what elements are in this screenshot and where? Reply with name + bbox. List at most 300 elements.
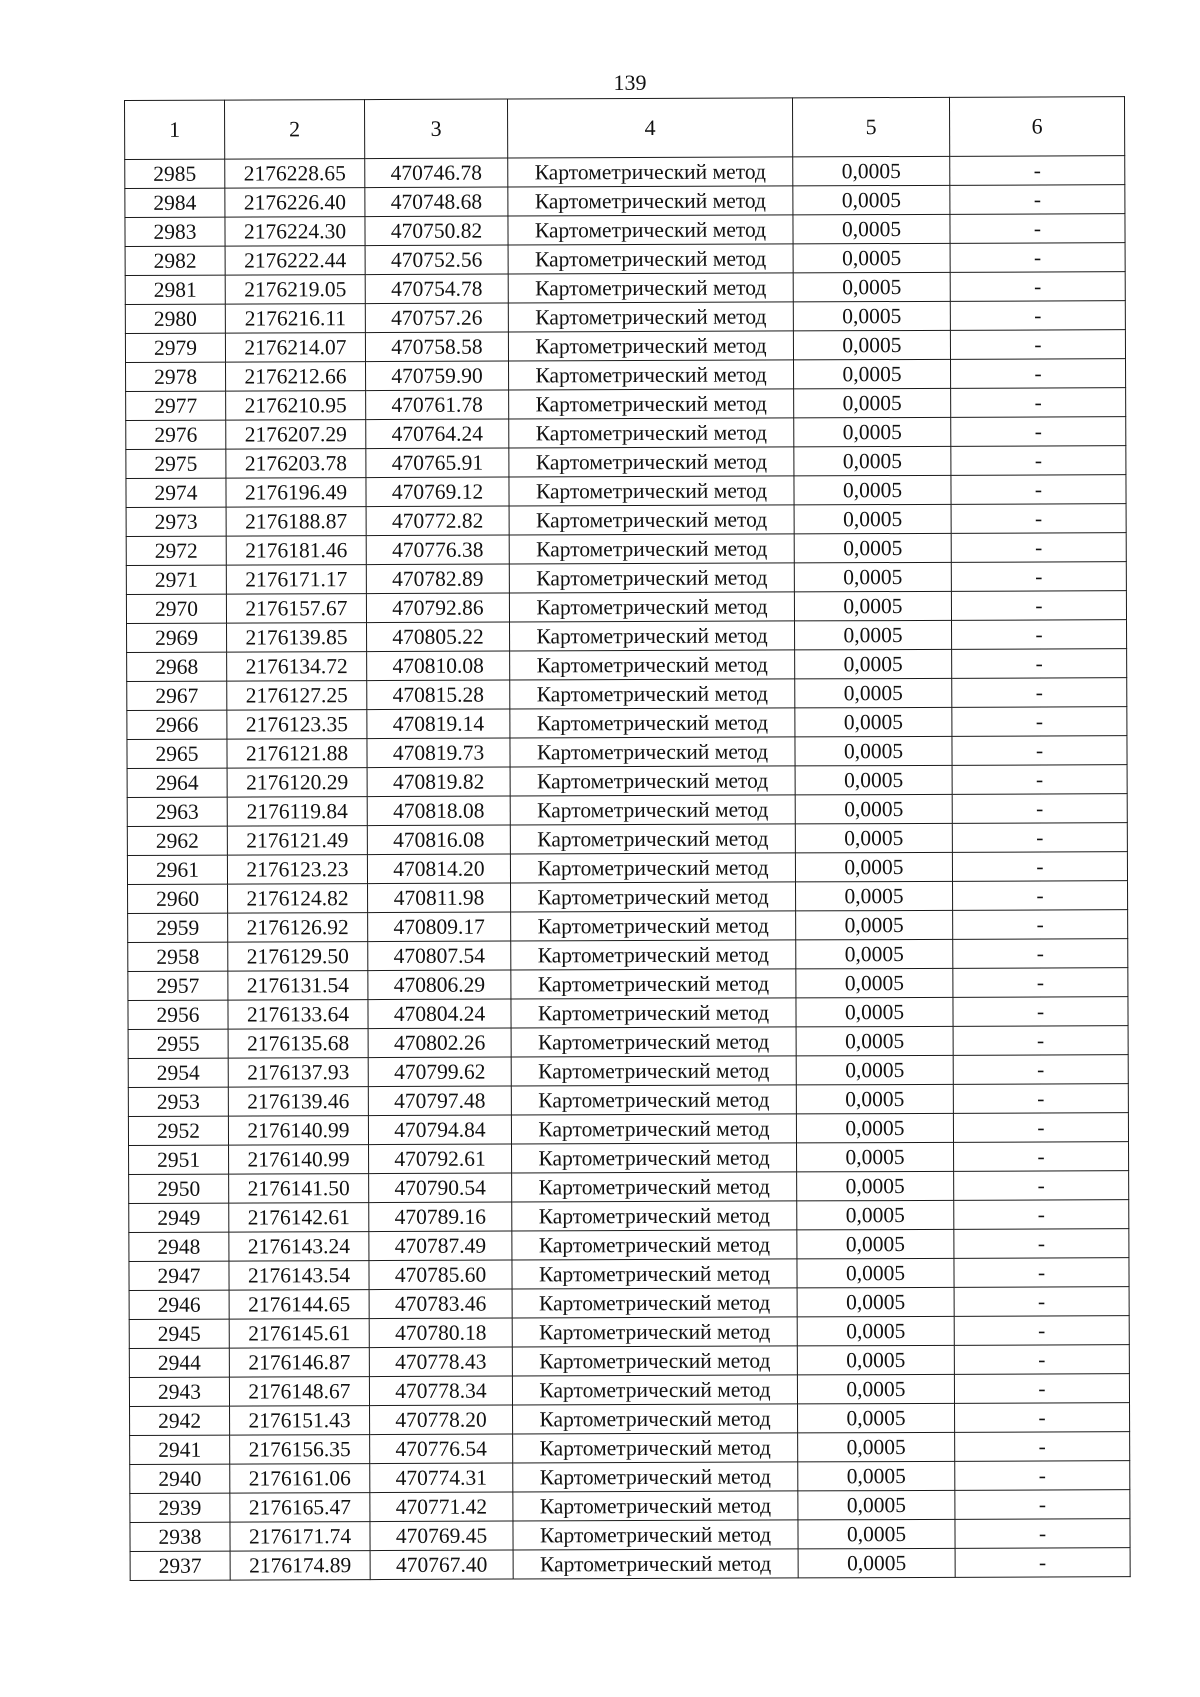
- accuracy-cell: 0,0005: [796, 910, 953, 940]
- coordinate-x-cell: 2176131.54: [228, 971, 368, 1001]
- note-cell: -: [953, 968, 1128, 998]
- table-row: [127, 620, 1127, 653]
- table-row: [127, 823, 1127, 856]
- coordinate-x-cell: 2176124.82: [228, 884, 368, 914]
- note-cell: -: [952, 765, 1127, 795]
- method-cell: Картометрический метод: [509, 534, 794, 564]
- coordinate-y-cell: 470814.20: [367, 854, 510, 884]
- accuracy-cell: 0,0005: [794, 591, 951, 621]
- accuracy-cell: 0,0005: [797, 1374, 954, 1404]
- coordinate-y-cell: 470778.34: [369, 1376, 512, 1406]
- page-number: 139: [613, 70, 647, 95]
- coordinate-y-cell: 470778.43: [369, 1347, 512, 1377]
- table-row: [128, 1084, 1128, 1117]
- note-cell: -: [955, 1490, 1130, 1520]
- table-row: [126, 446, 1126, 479]
- coordinate-y-cell: 470802.26: [368, 1028, 511, 1058]
- accuracy-cell: 0,0005: [795, 794, 952, 824]
- table-row: [128, 1055, 1128, 1088]
- coordinate-y-cell: 470797.48: [368, 1086, 511, 1116]
- column-header-5: 5: [792, 97, 949, 157]
- table-row: [130, 1432, 1130, 1465]
- coordinate-y-cell: 470815.28: [367, 680, 510, 710]
- note-cell: -: [952, 736, 1127, 766]
- table-row: [126, 533, 1126, 566]
- point-number-cell: 2968: [127, 652, 227, 681]
- coordinate-x-cell: 2176142.61: [229, 1203, 369, 1233]
- coordinate-x-cell: 2176171.17: [226, 565, 366, 595]
- note-cell: -: [952, 823, 1127, 853]
- note-cell: -: [952, 852, 1127, 882]
- point-number-cell: 2975: [126, 449, 226, 478]
- coordinate-y-cell: 470750.82: [365, 216, 508, 246]
- method-cell: Картометрический метод: [510, 766, 795, 796]
- accuracy-cell: 0,0005: [798, 1519, 955, 1549]
- coordinate-x-cell: 2176210.95: [226, 391, 366, 421]
- coordinate-x-cell: 2176188.87: [226, 507, 366, 537]
- method-cell: Картометрический метод: [508, 186, 793, 216]
- note-cell: -: [955, 1548, 1130, 1578]
- accuracy-cell: 0,0005: [793, 156, 950, 186]
- method-cell: Картометрический метод: [509, 476, 794, 506]
- accuracy-cell: 0,0005: [793, 185, 950, 215]
- coordinate-x-cell: 2176143.24: [229, 1232, 369, 1262]
- coordinates-table: [124, 96, 1131, 1581]
- accuracy-cell: 0,0005: [797, 1316, 954, 1346]
- accuracy-cell: 0,0005: [797, 1171, 954, 1201]
- column-header-3: 3: [365, 99, 508, 159]
- method-cell: Картометрический метод: [510, 737, 795, 767]
- note-cell: -: [951, 475, 1126, 505]
- coordinate-x-cell: 2176133.64: [228, 1000, 368, 1030]
- coordinate-x-cell: 2176119.84: [227, 797, 367, 827]
- note-cell: -: [953, 1113, 1128, 1143]
- coordinate-y-cell: 470780.18: [369, 1318, 512, 1348]
- accuracy-cell: 0,0005: [798, 1461, 955, 1491]
- coordinate-x-cell: 2176203.78: [226, 449, 366, 479]
- coordinate-y-cell: 470818.08: [367, 796, 510, 826]
- method-cell: Картометрический метод: [510, 621, 795, 651]
- note-cell: -: [953, 939, 1128, 969]
- coordinate-x-cell: 2176212.66: [226, 362, 366, 392]
- method-cell: Картометрический метод: [510, 679, 795, 709]
- table-row: [127, 736, 1127, 769]
- coordinate-x-cell: 2176226.40: [225, 188, 365, 218]
- table-row: [129, 1374, 1129, 1407]
- accuracy-cell: 0,0005: [793, 243, 950, 273]
- table-row: [128, 1026, 1128, 1059]
- accuracy-cell: 0,0005: [795, 707, 952, 737]
- method-cell: Картометрический метод: [513, 1462, 798, 1492]
- point-number-cell: 2937: [130, 1551, 230, 1580]
- table-row: [128, 910, 1128, 943]
- coordinate-x-cell: 2176196.49: [226, 478, 366, 508]
- coordinate-x-cell: 2176121.88: [227, 739, 367, 769]
- note-cell: -: [955, 1432, 1130, 1462]
- coordinate-x-cell: 2176156.35: [230, 1435, 370, 1465]
- note-cell: -: [952, 620, 1127, 650]
- point-number-cell: 2982: [125, 246, 225, 275]
- point-number-cell: 2952: [128, 1116, 228, 1145]
- accuracy-cell: 0,0005: [795, 852, 952, 882]
- coordinate-x-cell: 2176141.50: [229, 1174, 369, 1204]
- note-cell: -: [950, 243, 1125, 273]
- table-row: [130, 1461, 1130, 1494]
- accuracy-cell: 0,0005: [796, 939, 953, 969]
- coordinate-y-cell: 470805.22: [367, 622, 510, 652]
- note-cell: -: [955, 1461, 1130, 1491]
- coordinate-x-cell: 2176165.47: [230, 1493, 370, 1523]
- point-number-cell: 2984: [125, 188, 225, 217]
- accuracy-cell: 0,0005: [797, 1345, 954, 1375]
- method-cell: Картометрический метод: [512, 1288, 797, 1318]
- note-cell: -: [954, 1142, 1129, 1172]
- method-cell: Картометрический метод: [511, 1114, 796, 1144]
- accuracy-cell: 0,0005: [796, 968, 953, 998]
- method-cell: Картометрический метод: [511, 998, 796, 1028]
- table-row: [125, 156, 1125, 189]
- table-row: [129, 1200, 1129, 1233]
- table-row: [129, 1258, 1129, 1291]
- method-cell: Картометрический метод: [513, 1433, 798, 1463]
- table-row: [126, 417, 1126, 450]
- coordinate-y-cell: 470776.38: [366, 535, 509, 565]
- coordinate-x-cell: 2176127.25: [227, 681, 367, 711]
- coordinate-x-cell: 2176219.05: [225, 275, 365, 305]
- method-cell: Картометрический метод: [512, 1259, 797, 1289]
- point-number-cell: 2970: [126, 594, 226, 623]
- coordinate-y-cell: 470811.98: [368, 883, 511, 913]
- table-row: [125, 243, 1125, 276]
- note-cell: -: [952, 649, 1127, 679]
- method-cell: Картометрический метод: [508, 302, 793, 332]
- table-row: [127, 794, 1127, 827]
- coordinate-y-cell: 470785.60: [369, 1260, 512, 1290]
- point-number-cell: 2946: [129, 1290, 229, 1319]
- point-number-cell: 2956: [128, 1000, 228, 1029]
- column-header-4: 4: [507, 98, 792, 158]
- note-cell: -: [950, 330, 1125, 360]
- method-cell: Картометрический метод: [509, 418, 794, 448]
- coordinate-y-cell: 470746.78: [365, 158, 508, 188]
- note-cell: -: [955, 1403, 1130, 1433]
- coordinate-y-cell: 470790.54: [369, 1173, 512, 1203]
- note-cell: -: [952, 707, 1127, 737]
- coordinate-y-cell: 470806.29: [368, 970, 511, 1000]
- point-number-cell: 2950: [129, 1174, 229, 1203]
- coordinate-y-cell: 470754.78: [365, 274, 508, 304]
- point-number-cell: 2957: [128, 971, 228, 1000]
- note-cell: -: [953, 910, 1128, 940]
- coordinate-x-cell: 2176171.74: [230, 1522, 370, 1552]
- method-cell: Картометрический метод: [511, 911, 796, 941]
- note-cell: -: [950, 185, 1125, 215]
- method-cell: Картометрический метод: [509, 360, 794, 390]
- coordinate-y-cell: 470794.84: [368, 1115, 511, 1145]
- note-cell: -: [950, 214, 1125, 244]
- point-number-cell: 2981: [125, 275, 225, 304]
- method-cell: Картометрический метод: [512, 1172, 797, 1202]
- table-header-row: [125, 97, 1125, 160]
- note-cell: -: [953, 881, 1128, 911]
- method-cell: Картометрический метод: [511, 969, 796, 999]
- point-number-cell: 2942: [130, 1406, 230, 1435]
- table-row: [125, 214, 1125, 247]
- coordinate-x-cell: 2176224.30: [225, 217, 365, 247]
- accuracy-cell: 0,0005: [797, 1142, 954, 1172]
- table-row: [130, 1519, 1130, 1552]
- point-number-cell: 2951: [129, 1145, 229, 1174]
- table-row: [128, 968, 1128, 1001]
- note-cell: -: [951, 388, 1126, 418]
- coordinate-x-cell: 2176129.50: [228, 942, 368, 972]
- coordinate-y-cell: 470776.54: [370, 1434, 513, 1464]
- point-number-cell: 2971: [126, 565, 226, 594]
- table-row: [130, 1490, 1130, 1523]
- coordinate-x-cell: 2176228.65: [225, 159, 365, 189]
- coordinate-y-cell: 470748.68: [365, 187, 508, 217]
- table-row: [126, 504, 1126, 537]
- point-number-cell: 2949: [129, 1203, 229, 1232]
- column-header-6: 6: [949, 97, 1124, 157]
- coordinate-x-cell: 2176144.65: [229, 1290, 369, 1320]
- table-row: [125, 330, 1125, 363]
- accuracy-cell: 0,0005: [794, 359, 951, 389]
- note-cell: -: [954, 1229, 1129, 1259]
- method-cell: Картометрический метод: [509, 447, 794, 477]
- method-cell: Картометрический метод: [512, 1201, 797, 1231]
- column-header-1: 1: [125, 100, 225, 159]
- accuracy-cell: 0,0005: [793, 214, 950, 244]
- coordinate-x-cell: 2176123.23: [227, 855, 367, 885]
- method-cell: Картометрический метод: [510, 795, 795, 825]
- note-cell: -: [951, 591, 1126, 621]
- table-row: [129, 1345, 1129, 1378]
- coordinate-y-cell: 470765.91: [366, 448, 509, 478]
- note-cell: -: [955, 1519, 1130, 1549]
- accuracy-cell: 0,0005: [796, 1055, 953, 1085]
- table-row: [128, 939, 1128, 972]
- coordinate-x-cell: 2176181.46: [226, 536, 366, 566]
- accuracy-cell: 0,0005: [795, 736, 952, 766]
- coordinate-x-cell: 2176148.67: [229, 1377, 369, 1407]
- table-row: [126, 562, 1126, 595]
- note-cell: -: [951, 562, 1126, 592]
- point-number-cell: 2978: [126, 362, 226, 391]
- accuracy-cell: 0,0005: [798, 1403, 955, 1433]
- note-cell: -: [952, 794, 1127, 824]
- coordinate-x-cell: 2176140.99: [228, 1116, 368, 1146]
- coordinate-y-cell: 470772.82: [366, 506, 509, 536]
- method-cell: Картометрический метод: [510, 708, 795, 738]
- accuracy-cell: 0,0005: [798, 1548, 955, 1578]
- note-cell: -: [954, 1171, 1129, 1201]
- accuracy-cell: 0,0005: [794, 504, 951, 534]
- table-row: [128, 1113, 1128, 1146]
- accuracy-cell: 0,0005: [794, 562, 951, 592]
- coordinate-x-cell: 2176139.46: [228, 1087, 368, 1117]
- method-cell: Картометрический метод: [511, 1056, 796, 1086]
- coordinate-y-cell: 470804.24: [368, 999, 511, 1029]
- table-row: [127, 765, 1127, 798]
- note-cell: -: [951, 417, 1126, 447]
- point-number-cell: 2945: [129, 1319, 229, 1348]
- coordinate-x-cell: 2176214.07: [225, 333, 365, 363]
- point-number-cell: 2969: [127, 623, 227, 652]
- note-cell: -: [950, 272, 1125, 302]
- table-row: [129, 1171, 1129, 1204]
- coordinate-x-cell: 2176123.35: [227, 710, 367, 740]
- coordinate-x-cell: 2176151.43: [230, 1406, 370, 1436]
- point-number-cell: 2939: [130, 1493, 230, 1522]
- point-number-cell: 2947: [129, 1261, 229, 1290]
- coordinate-x-cell: 2176126.92: [228, 913, 368, 943]
- table-row: [126, 475, 1126, 508]
- coordinate-x-cell: 2176143.54: [229, 1261, 369, 1291]
- accuracy-cell: 0,0005: [796, 1084, 953, 1114]
- coordinate-x-cell: 2176216.11: [225, 304, 365, 334]
- point-number-cell: 2962: [127, 826, 227, 855]
- method-cell: Картометрический метод: [508, 157, 793, 187]
- note-cell: -: [951, 359, 1126, 389]
- coordinate-y-cell: 470757.26: [365, 303, 508, 333]
- coordinate-y-cell: 470799.62: [368, 1057, 511, 1087]
- point-number-cell: 2967: [127, 681, 227, 710]
- coordinate-x-cell: 2176145.61: [229, 1319, 369, 1349]
- table-row: [129, 1287, 1129, 1320]
- accuracy-cell: 0,0005: [797, 1258, 954, 1288]
- coordinate-y-cell: 470819.14: [367, 709, 510, 739]
- method-cell: Картометрический метод: [512, 1230, 797, 1260]
- table-row: [127, 852, 1127, 885]
- accuracy-cell: 0,0005: [798, 1432, 955, 1462]
- accuracy-cell: 0,0005: [797, 1200, 954, 1230]
- note-cell: -: [950, 301, 1125, 331]
- coordinate-x-cell: 2176135.68: [228, 1029, 368, 1059]
- note-cell: -: [954, 1316, 1129, 1346]
- accuracy-cell: 0,0005: [793, 272, 950, 302]
- accuracy-cell: 0,0005: [797, 1287, 954, 1317]
- coordinate-y-cell: 470778.20: [370, 1405, 513, 1435]
- coordinate-y-cell: 470819.82: [367, 767, 510, 797]
- method-cell: Картометрический метод: [513, 1520, 798, 1550]
- method-cell: Картометрический метод: [513, 1404, 798, 1434]
- point-number-cell: 2955: [128, 1029, 228, 1058]
- note-cell: -: [952, 678, 1127, 708]
- method-cell: Картометрический метод: [508, 273, 793, 303]
- point-number-cell: 2944: [129, 1348, 229, 1377]
- note-cell: -: [951, 446, 1126, 476]
- coordinate-y-cell: 470767.40: [370, 1550, 513, 1580]
- table-row: [129, 1229, 1129, 1262]
- point-number-cell: 2974: [126, 478, 226, 507]
- coordinate-y-cell: 470761.78: [366, 390, 509, 420]
- point-number-cell: 2985: [125, 159, 225, 188]
- point-number-cell: 2965: [127, 739, 227, 768]
- method-cell: Картометрический метод: [510, 853, 795, 883]
- method-cell: Картометрический метод: [511, 1027, 796, 1057]
- method-cell: Картометрический метод: [510, 824, 795, 854]
- coordinate-x-cell: 2176134.72: [227, 652, 367, 682]
- coordinate-y-cell: 470752.56: [365, 245, 508, 275]
- method-cell: Картометрический метод: [511, 882, 796, 912]
- coordinate-x-cell: 2176222.44: [225, 246, 365, 276]
- coordinate-x-cell: 2176140.99: [229, 1145, 369, 1175]
- accuracy-cell: 0,0005: [797, 1229, 954, 1259]
- method-cell: Картометрический метод: [512, 1346, 797, 1376]
- coordinate-y-cell: 470819.73: [367, 738, 510, 768]
- table-body: [125, 156, 1130, 1581]
- point-number-cell: 2979: [125, 333, 225, 362]
- method-cell: Картометрический метод: [509, 592, 794, 622]
- coordinate-x-cell: 2176161.06: [230, 1464, 370, 1494]
- table-row: [126, 359, 1126, 392]
- accuracy-cell: 0,0005: [795, 765, 952, 795]
- coordinate-y-cell: 470782.89: [366, 564, 509, 594]
- table-row: [128, 997, 1128, 1030]
- point-number-cell: 2983: [125, 217, 225, 246]
- point-number-cell: 2961: [127, 855, 227, 884]
- accuracy-cell: 0,0005: [795, 823, 952, 853]
- coordinate-y-cell: 470816.08: [367, 825, 510, 855]
- coordinate-y-cell: 470759.90: [366, 361, 509, 391]
- table-row: [125, 185, 1125, 218]
- point-number-cell: 2959: [128, 913, 228, 942]
- accuracy-cell: 0,0005: [793, 301, 950, 331]
- accuracy-cell: 0,0005: [794, 446, 951, 476]
- coordinate-y-cell: 470792.86: [366, 593, 509, 623]
- coordinate-y-cell: 470769.12: [366, 477, 509, 507]
- point-number-cell: 2943: [129, 1377, 229, 1406]
- point-number-cell: 2980: [125, 304, 225, 333]
- point-number-cell: 2963: [127, 797, 227, 826]
- point-number-cell: 2948: [129, 1232, 229, 1261]
- table-row: [130, 1548, 1130, 1581]
- table-row: [129, 1142, 1129, 1175]
- coordinate-y-cell: 470810.08: [367, 651, 510, 681]
- coordinate-y-cell: 470783.46: [369, 1289, 512, 1319]
- method-cell: Картометрический метод: [509, 389, 794, 419]
- method-cell: Картометрический метод: [508, 331, 793, 361]
- accuracy-cell: 0,0005: [793, 330, 950, 360]
- table-row: [127, 707, 1127, 740]
- note-cell: -: [951, 533, 1126, 563]
- table-row: [126, 388, 1126, 421]
- coordinate-y-cell: 470807.54: [368, 941, 511, 971]
- note-cell: -: [954, 1258, 1129, 1288]
- table-row: [130, 1403, 1130, 1436]
- coordinate-y-cell: 470809.17: [368, 912, 511, 942]
- coordinate-x-cell: 2176146.87: [229, 1348, 369, 1378]
- note-cell: -: [953, 1084, 1128, 1114]
- column-header-2: 2: [225, 100, 365, 160]
- coordinate-y-cell: 470771.42: [370, 1492, 513, 1522]
- note-cell: -: [953, 1026, 1128, 1056]
- method-cell: Картометрический метод: [512, 1375, 797, 1405]
- table-row: [128, 881, 1128, 914]
- method-cell: Картометрический метод: [508, 244, 793, 274]
- coordinate-x-cell: 2176139.85: [227, 623, 367, 653]
- accuracy-cell: 0,0005: [798, 1490, 955, 1520]
- method-cell: Картометрический метод: [512, 1317, 797, 1347]
- point-number-cell: 2954: [128, 1058, 228, 1087]
- coordinate-y-cell: 470769.45: [370, 1521, 513, 1551]
- note-cell: -: [954, 1287, 1129, 1317]
- method-cell: Картометрический метод: [508, 215, 793, 245]
- method-cell: Картометрический метод: [510, 650, 795, 680]
- method-cell: Картометрический метод: [512, 1143, 797, 1173]
- method-cell: Картометрический метод: [509, 563, 794, 593]
